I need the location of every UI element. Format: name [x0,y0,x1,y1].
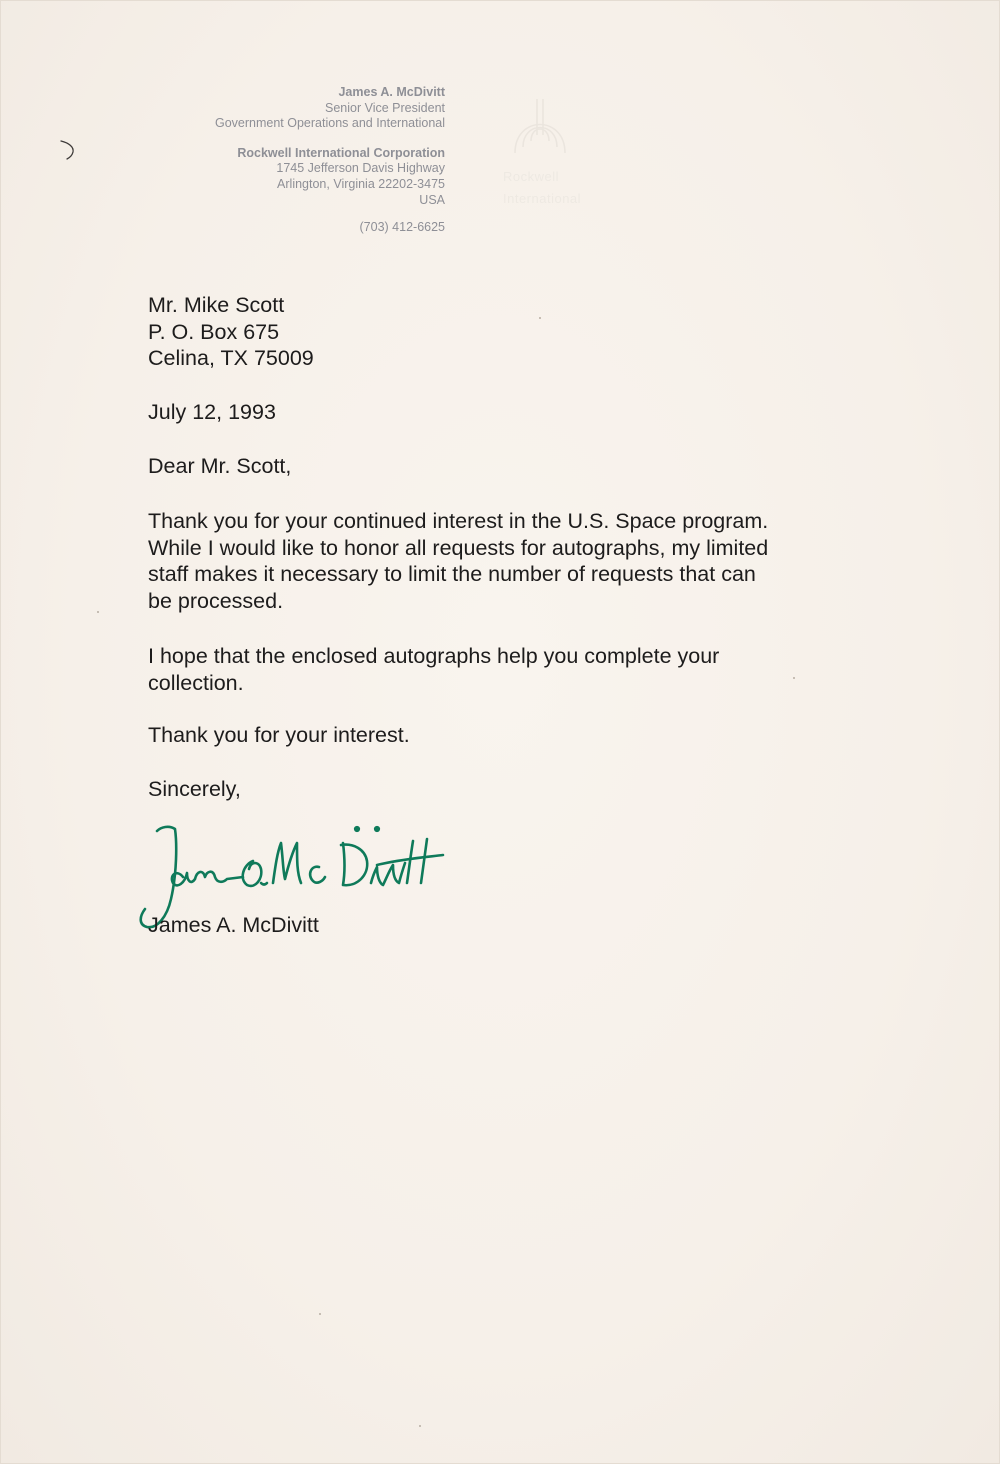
logo-line1: Rockwell [503,169,560,184]
paper-speck [539,317,541,319]
recipient-block [148,292,868,372]
paragraph-line: collection. [148,670,244,695]
signer-name: James A. McDivitt [148,913,319,937]
letterhead-company: Rockwell International Corporation [237,145,445,160]
paragraph-line: Thank you for your continued interest in the U.S. Space program. [148,509,769,533]
paragraph-line: While I would like to honor all requests for autographs, my limited [148,535,769,560]
closing: Sincerely, [148,777,241,801]
recipient-address-line1: P. O. Box 675 [148,319,280,344]
paper-speck [319,1313,321,1315]
paragraph-2 [148,643,868,696]
letterhead-title: Senior Vice President [325,100,445,115]
letterhead-address-line2: Arlington, Virginia 22202-3475 [277,176,445,191]
paragraph-3 [148,722,868,749]
letterhead-country: USA [419,192,445,207]
paragraph-line: Thank you for your interest. [148,723,410,747]
letterhead-address-line1: 1745 Jefferson Davis Highway [276,161,445,176]
letterhead [141,85,445,236]
letterhead-name: James A. McDivitt [338,85,445,99]
letter-date: July 12, 1993 [148,400,276,424]
paragraph-line: I hope that the enclosed autographs help you complete your [148,644,720,668]
paragraph-1 [148,508,868,614]
recipient-name: Mr. Mike Scott [148,293,285,317]
paper-speck [793,677,795,679]
paragraph-line: be processed. [148,588,284,613]
rockwell-logo-icon [501,95,581,165]
recipient-address-line2: Celina, TX 75009 [148,346,314,370]
paper-speck [419,1425,421,1427]
paragraph-line: staff makes it necessary to limit the number of requests that can [148,562,756,586]
letterhead-department: Government Operations and International [215,116,445,131]
salutation: Dear Mr. Scott, [148,454,292,478]
letterhead-phone: (703) 412-6625 [359,220,445,235]
paper-speck [97,611,99,613]
logo-line2: International [503,191,582,206]
pencil-mark-icon [59,137,81,165]
company-logo-watermark [501,95,651,211]
